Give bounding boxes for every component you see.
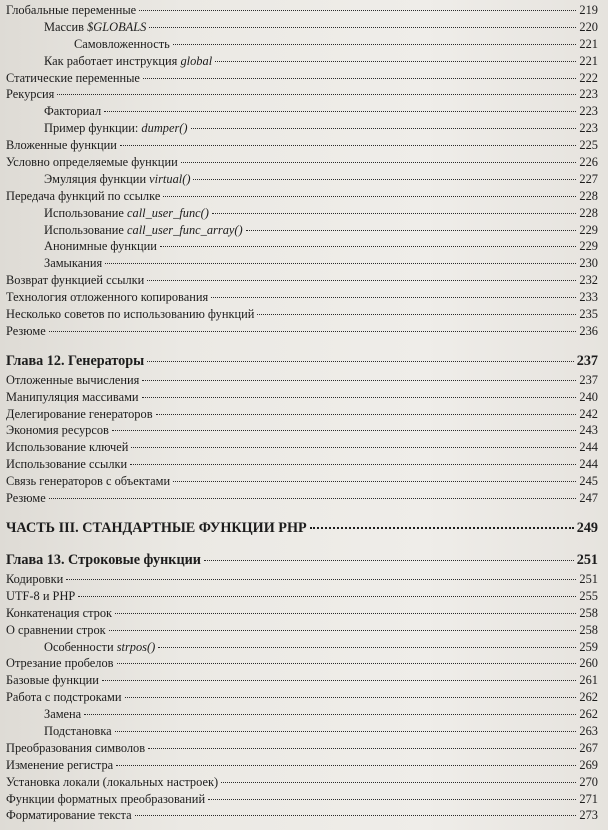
toc-entry [0,757,608,774]
toc-title-text: Работа с подстроками [6,690,122,705]
toc-code-name: virtual() [149,171,191,186]
dot-leader [130,464,576,465]
toc-entry [0,389,608,406]
toc-title-text: Отложенные вычисления [6,372,140,387]
toc-entry [0,672,608,689]
toc-entry-title [6,672,99,689]
toc-entry-title [6,272,144,289]
dot-leader [158,647,576,648]
dot-leader [135,815,577,816]
dot-leader [115,613,576,614]
page-number: 227 [579,171,598,186]
toc-title-text: Глава 12. Генераторы [6,352,145,369]
toc-entry [0,188,608,205]
dot-leader [215,61,576,62]
toc-entry [0,70,608,87]
page-number: 219 [579,3,598,17]
page-number: 270 [579,774,598,789]
dot-leader [112,430,577,431]
toc-title-text: Резюме [6,491,46,506]
toc-title-text: Факториал [44,104,102,119]
dot-leader [125,697,577,698]
toc-code-name: global [180,53,213,68]
toc-entry-title [6,406,153,423]
toc-entry-title [44,639,155,656]
toc-code-name: call_user_func() [127,205,209,220]
toc-entry-title [6,289,208,306]
toc-entry [0,171,608,188]
page-number: 223 [579,121,598,136]
dot-leader [84,714,576,715]
page-number: 261 [579,673,598,688]
toc-entry-title [6,774,218,791]
page-number: 269 [579,757,598,772]
page-number: 228 [579,188,598,203]
toc-entry [0,689,608,706]
toc-title-text: Массив [44,19,88,34]
dot-leader [147,361,573,362]
toc-entry [0,103,608,120]
toc-title-text: Замена [44,707,82,722]
toc-title-text: Манипуляция массивами [6,389,139,404]
toc-title-text: Экономия ресурсов [6,423,109,438]
page-number: 225 [579,138,598,153]
toc-entry [0,154,608,171]
toc-title-text: ЧАСТЬ III. СТАНДАРТНЫЕ ФУНКЦИИ PHP [6,519,307,536]
toc-entry [0,791,608,808]
toc-title-text: Использование [44,222,128,237]
toc-entry [0,740,608,757]
toc-entry-title [6,306,254,323]
toc-entry [0,571,608,588]
toc-title-text: Установка локали (локальных настроек) [6,774,219,789]
page-number: 249 [576,519,598,536]
page-number: 229 [579,222,598,237]
toc-title-text: Несколько советов по использованию функций [6,307,255,322]
toc-entry-title [6,791,205,808]
page-number: 240 [579,389,598,404]
toc-entry [0,807,608,824]
toc-title-text: Базовые функции [6,673,99,688]
page-number: 235 [579,307,598,322]
toc-entry-title [6,154,178,171]
toc-title-text: Замыкания [44,256,103,271]
toc-entry-title [6,456,127,473]
table-of-contents [0,2,608,824]
toc-title-text: Использование ссылки [6,457,128,472]
page-number: 226 [579,155,598,170]
toc-title-text: Функции форматных преобразований [6,791,206,806]
toc-title-text: Форматирование текста [6,808,132,823]
toc-code-name: call_user_func_array() [127,222,243,237]
dot-leader [143,78,576,79]
toc-title-text: Рекурсия [6,87,55,102]
toc-title-text: Использование [44,205,128,220]
toc-entry-title [6,588,75,605]
toc-title-text: Как работает инструкция [44,53,181,68]
toc-entry [0,490,608,507]
toc-title-text: Вложенные функции [6,138,117,153]
toc-entry-title [6,740,145,757]
dot-leader [104,111,576,112]
page-number: 228 [579,205,598,220]
toc-entry [0,205,608,222]
page-number: 260 [579,656,598,671]
page-number: 244 [579,440,598,455]
dot-leader [204,560,574,561]
toc-entry [0,706,608,723]
toc-title-text: О сравнении строк [6,622,106,637]
toc-title-text: Использование ключей [6,440,129,455]
dot-leader [147,280,576,281]
toc-entry [0,272,608,289]
dot-leader [139,10,576,11]
page-number: 221 [579,53,598,68]
toc-title-text: Отрезание пробелов [6,656,114,671]
toc-entry-title [6,605,112,622]
toc-title-text: Делегирование генераторов [6,406,153,421]
toc-title-text: Анонимные функции [44,239,157,254]
toc-entry-title [44,103,101,120]
toc-entry-title [6,323,46,340]
toc-entry-title [44,706,81,723]
toc-title-text: Подстановка [44,723,112,738]
toc-entry [0,588,608,605]
page-number: 262 [579,690,598,705]
dot-leader [105,263,576,264]
dot-leader [310,527,574,529]
toc-entry-title [44,205,209,222]
page-number: 247 [579,491,598,506]
toc-entry-title [6,372,139,389]
toc-code-name: dumper() [141,121,188,136]
toc-entry-title [6,473,170,490]
toc-entry-title [6,807,132,824]
dot-leader [163,196,576,197]
page-number: 263 [579,723,598,738]
toc-chapter-heading [0,549,608,571]
dot-leader [109,630,577,631]
toc-title-text: UTF-8 и PHP [6,588,76,603]
toc-entry-title [44,723,112,740]
page-number: 232 [579,273,598,288]
dot-leader [191,128,577,129]
page-number: 258 [579,605,598,620]
page-number: 267 [579,740,598,755]
toc-entry [0,306,608,323]
page-number: 223 [579,104,598,119]
toc-title-text: Глобальные переменные [6,3,137,17]
toc-title-text: Статические переменные [6,70,140,85]
toc-entry-title [44,255,102,272]
toc-entry [0,120,608,137]
page-number: 237 [576,352,598,369]
toc-entry-title [6,622,106,639]
dot-leader [115,731,577,732]
page-number: 233 [579,290,598,305]
toc-entry-title [6,70,140,87]
toc-entry-title [6,517,307,539]
toc-entry [0,723,608,740]
toc-entry [0,289,608,306]
toc-title-text: Условно определяемые функции [6,155,178,170]
toc-entry-title [6,422,109,439]
toc-title-text: Технология отложенного копирования [6,290,209,305]
page-number: 222 [579,70,598,85]
dot-leader [149,27,576,28]
dot-leader [160,246,577,247]
page-number: 221 [579,36,598,51]
page-number: 223 [579,87,598,102]
toc-title-text: Особенности [44,639,117,654]
toc-entry [0,238,608,255]
toc-entry [0,2,608,19]
toc-entry-title [44,19,146,36]
toc-code-name: $GLOBALS [87,19,147,34]
toc-title-text: Кодировки [6,571,64,586]
toc-entry-title [74,36,170,53]
toc-title-text: Глава 13. Строковые функции [6,551,201,568]
toc-part-heading [0,517,608,539]
toc-entry-title [6,689,122,706]
page-number: 255 [579,588,598,603]
toc-title-text: Эмуляция функции [44,171,150,186]
toc-entry [0,406,608,423]
dot-leader [246,230,577,231]
toc-entry-title [6,188,160,205]
toc-entry-title [6,389,139,406]
dot-leader [57,94,576,95]
page-number: 236 [579,323,598,338]
dot-leader [173,44,577,45]
toc-entry [0,372,608,389]
dot-leader [221,782,576,783]
dot-leader [117,663,577,664]
toc-entry [0,439,608,456]
toc-title-text: Возврат функцией ссылки [6,273,145,288]
toc-entry [0,422,608,439]
dot-leader [66,579,576,580]
toc-entry [0,137,608,154]
page-number: 230 [579,256,598,271]
toc-entry-title [6,549,201,571]
toc-entry-title [6,2,136,19]
toc-entry [0,86,608,103]
toc-entry-title [6,757,113,774]
toc-chapter-heading [0,350,608,372]
page-number: 243 [579,423,598,438]
toc-entry-title [6,655,114,672]
toc-title-text: Резюме [6,323,46,338]
page-number: 242 [579,406,598,421]
dot-leader [131,447,576,448]
toc-entry-title [6,86,54,103]
toc-code-name: strpos() [116,639,156,654]
dot-leader [148,748,576,749]
toc-entry [0,222,608,239]
toc-entry [0,19,608,36]
toc-title-text: Самовложенность [74,36,170,51]
toc-entry-title [6,439,128,456]
toc-entry [0,639,608,656]
toc-entry [0,622,608,639]
dot-leader [193,179,576,180]
toc-entry [0,255,608,272]
dot-leader [181,162,577,163]
toc-entry [0,473,608,490]
dot-leader [102,680,577,681]
dot-leader [49,498,577,499]
toc-entry [0,774,608,791]
dot-leader [120,145,577,146]
dot-leader [49,331,577,332]
toc-entry [0,53,608,70]
page-number: 259 [579,639,598,654]
dot-leader [78,596,576,597]
page-number: 273 [579,808,598,823]
toc-entry-title [44,53,212,70]
toc-entry [0,36,608,53]
page-number: 244 [579,457,598,472]
toc-entry [0,456,608,473]
toc-entry [0,605,608,622]
toc-title-text: Связь генераторов с объектами [6,474,171,489]
toc-entry [0,655,608,672]
page-number: 237 [579,372,598,387]
page-number: 271 [579,791,598,806]
page-number: 251 [576,551,598,568]
dot-leader [156,414,577,415]
page-number: 229 [579,239,598,254]
toc-title-text: Конкатенация строк [6,605,113,620]
dot-leader [212,213,576,214]
toc-entry-title [6,490,46,507]
toc-title-text: Изменение регистра [6,757,114,772]
toc-entry-title [6,571,63,588]
page-number: 251 [579,571,598,586]
page-number: 220 [579,19,598,34]
toc-entry-title [44,222,243,239]
toc-entry-title [6,350,144,372]
dot-leader [211,297,576,298]
page-number: 262 [579,707,598,722]
dot-leader [116,765,576,766]
page-number: 258 [579,622,598,637]
dot-leader [257,314,576,315]
toc-title-text: Передача функций по ссылке [6,188,161,203]
dot-leader [142,380,576,381]
toc-title-text: Преобразования символов [6,740,146,755]
dot-leader [173,481,576,482]
toc-entry-title [44,238,157,255]
toc-title-text: Пример функции: [44,121,142,136]
dot-leader [142,397,577,398]
toc-entry-title [6,137,117,154]
page-number: 245 [579,474,598,489]
toc-entry [0,323,608,340]
toc-entry-title [44,171,190,188]
toc-entry-title [44,120,188,137]
dot-leader [208,799,576,800]
